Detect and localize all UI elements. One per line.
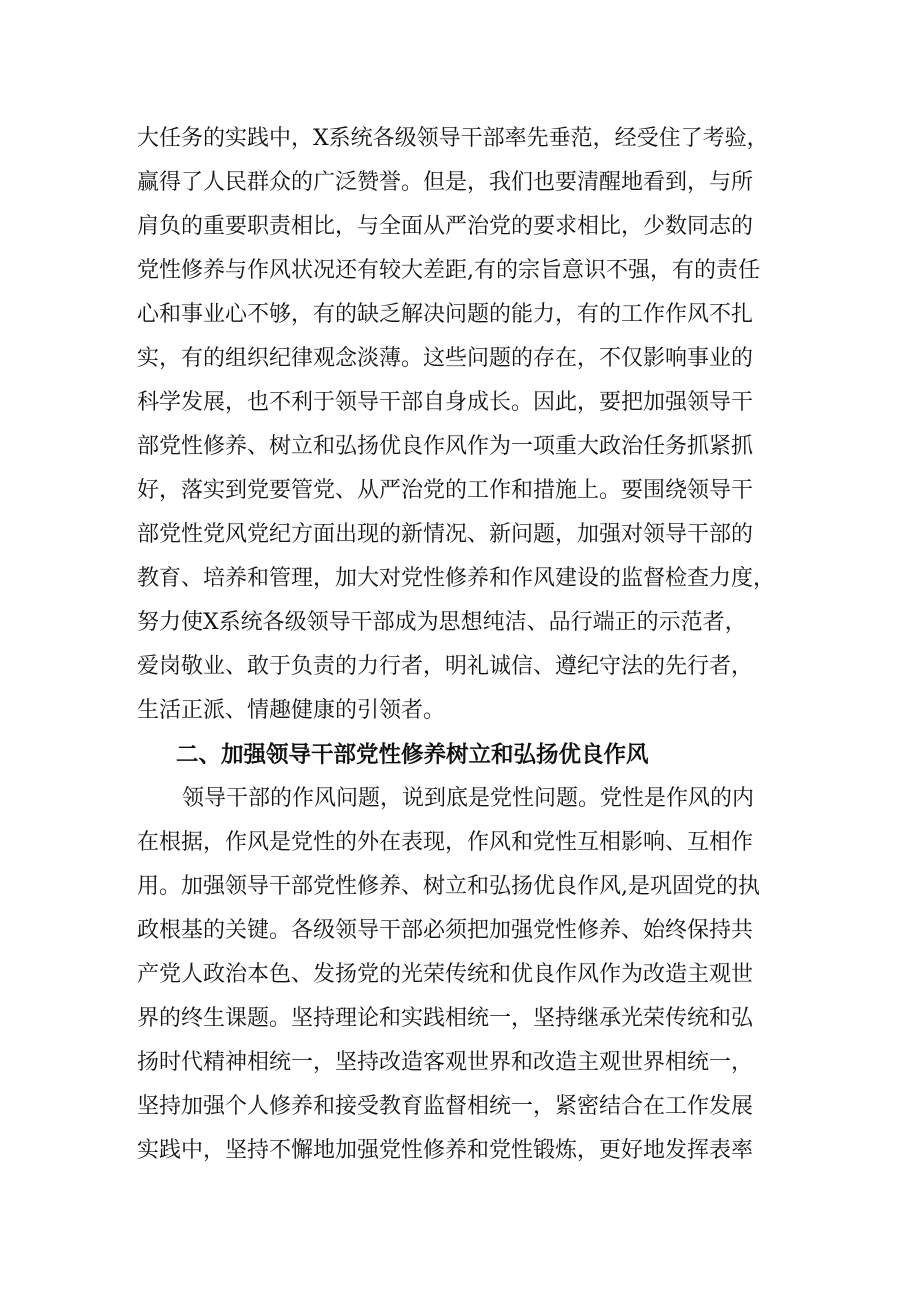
paragraph-line: 部党性党风党纪方面出现的新情况、新问题，加强对领导干部的 [137,522,754,547]
paragraph-line: 在根据，作风是党性的外在表现，作风和党性互相影响、互相作 [137,830,754,855]
paragraph-line: 大任务的实践中，X系统各级领导干部率先垂范，经受住了考验， [137,126,769,151]
paragraph-line: 赢得了人民群众的广泛赞誉。但是，我们也要清醒地看到，与所 [137,170,754,195]
paragraph-line: 教育、培养和管理，加大对党性修养和作风建设的监督检查力度， [137,566,776,591]
paragraph-line: 界的终生课题。坚持理论和实践相统一，坚持继承光荣传统和弘 [137,1006,754,1031]
section-heading: 二、加强领导干部党性修养树立和弘扬优良作风 [176,742,649,768]
paragraph-line: 科学发展，也不利于领导干部自身成长。因此，要把加强领导干 [137,390,754,415]
paragraph-line: 坚持加强个人修养和接受教育监督相统一，紧密结合在工作发展 [137,1094,754,1119]
paragraph-line: 产党人政治本色、发扬党的光荣传统和优良作风作为改造主观世 [137,962,754,987]
paragraph-line: 扬时代精神相统一，坚持改造客观世界和改造主观世界相统一， [137,1050,754,1075]
paragraph-line: 政根基的关键。各级领导干部必须把加强党性修养、始终保持共 [137,918,754,943]
paragraph-line: 心和事业心不够，有的缺乏解决问题的能力，有的工作作风不扎 [137,302,754,327]
document-body [137,118,797,1163]
paragraph-line: 用。加强领导干部党性修养、树立和弘扬优良作风,是巩固党的执 [137,874,760,899]
paragraph-line: 领导干部的作风问题，说到底是党性问题。党性是作风的内 [182,786,755,811]
paragraph-line: 肩负的重要职责相比，与全面从严治党的要求相比，少数同志的 [137,214,754,239]
paragraph-line: 生活正派、情趣健康的引领者。 [137,698,446,723]
paragraph-line: 部党性修养、树立和弘扬优良作风作为一项重大政治任务抓紧抓 [137,434,754,459]
paragraph-line: 实，有的组织纪律观念淡薄。这些问题的存在，不仅影响事业的 [137,346,754,371]
paragraph-line: 爱岗敬业、敢于负责的力行者，明礼诚信、遵纪守法的先行者， [137,654,754,679]
paragraph-line: 好，落实到党要管党、从严治党的工作和措施上。要围绕领导干 [137,478,754,503]
paragraph-line: 努力使X系统各级领导干部成为思想纯洁、品行端正的示范者， [137,610,747,635]
paragraph-line: 实践中，坚持不懈地加强党性修养和党性锻炼，更好地发挥表率 [137,1138,754,1163]
paragraph-line: 党性修养与作风状况还有较大差距,有的宗旨意识不强，有的责任 [137,258,760,283]
